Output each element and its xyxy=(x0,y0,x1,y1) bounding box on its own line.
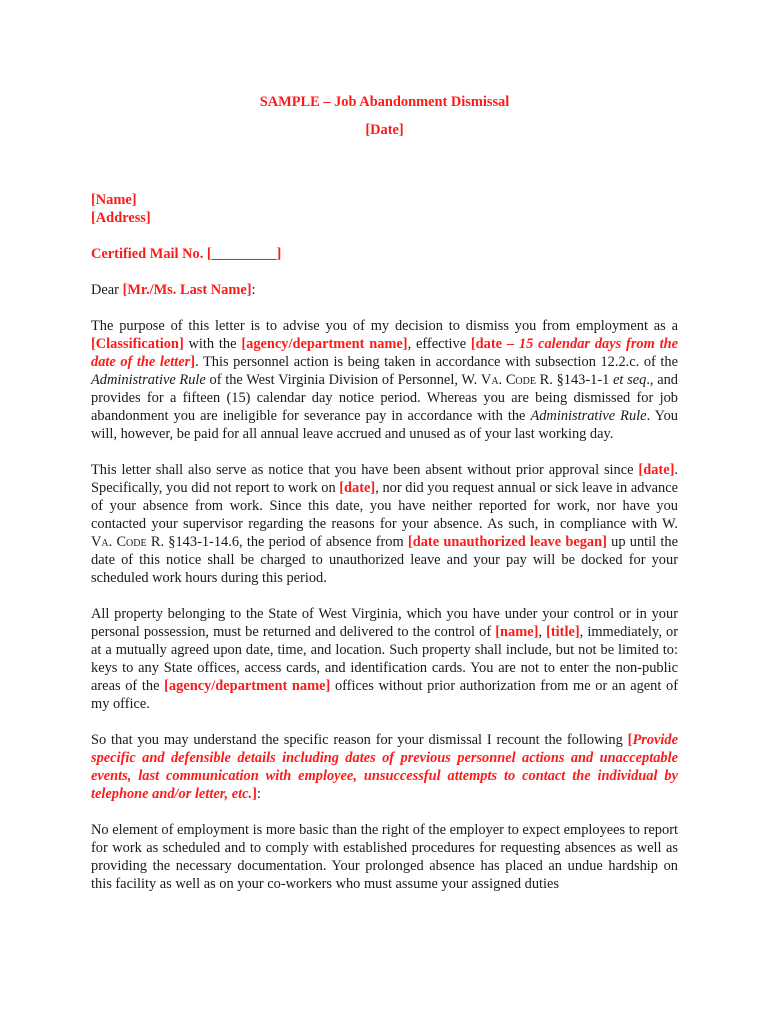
text: So that you may understand the specific reason for your dismissal I recount the following xyxy=(91,732,628,748)
certified-mail-label: Certified Mail No. xyxy=(91,246,207,262)
text: , nor did you request annual or sick leave in advance of your absence from work. Since this date, you have neither reported for work, nor have you contacted your supervisor regarding the reasons for your absence. As such, in compliance with W. xyxy=(91,480,678,532)
text: with the xyxy=(183,336,242,352)
text: . This personnel action is being taken in accordance with subsection 12.2.c. of the xyxy=(195,354,678,370)
text: 15 calendar days from the date of the letter xyxy=(91,336,679,370)
text: ] xyxy=(190,354,196,370)
salutation-suffix: : xyxy=(251,282,256,298)
text: , immediately, or at a mutually agreed upon date, time, and location. Such property shall include, but not be limited to: keys to any State offices, access cards, and identification cards. You are not to enter the non-public areas of the xyxy=(91,624,678,694)
leave-began-date-placeholder: [date unauthorized leave began] xyxy=(407,534,607,550)
document-title: SAMPLE – Job Abandonment Dismissal xyxy=(259,94,510,110)
property-contact-name-placeholder: [name] xyxy=(495,624,539,640)
text: The purpose of this letter is to advise you of my decision to dismiss you from employment as a xyxy=(91,318,678,334)
text: : xyxy=(256,786,261,802)
agency-placeholder: [agency/department name] xyxy=(164,678,331,694)
text: Provide specific and defensible details including dates of previous personnel actions and unacceptable events, last communication with employee, unsuccessful attempts to contact the individual by telephone and/or letter, etc. xyxy=(91,732,678,802)
report-date-placeholder: [date] xyxy=(339,480,376,496)
text: , xyxy=(538,624,547,640)
paragraph-employment-expectations xyxy=(91,821,678,893)
salutation-prefix: Dear xyxy=(91,282,123,298)
text: This letter shall also serve as notice that you have been absent without prior approval since xyxy=(91,462,639,478)
text: . You will, however, be paid for all annual leave accrued and unused as of your last working day. xyxy=(91,408,678,442)
text: , effective xyxy=(407,336,471,352)
text: et seq xyxy=(613,372,647,388)
paragraph-absence-notice xyxy=(91,461,678,587)
recipient-name: [Name] xyxy=(91,192,137,208)
recipient-address: [Address] xyxy=(91,210,151,226)
text: Administrative Rule xyxy=(91,372,206,388)
paragraph-dismissal-purpose xyxy=(91,317,678,443)
paragraph-state-property xyxy=(91,605,678,713)
text: of the West Virginia Division of Personnel, W. xyxy=(205,372,481,388)
text: No element of employment is more basic than the right of the employer to expect employees to report for work as scheduled and to comply with established procedures for requesting absences as well as providing the necessary documentation. Your prolonged absence has placed an undue hardship on this facility as well as on your co-workers who must assume your assigned duties xyxy=(91,822,678,892)
certified-mail-number: [_________] xyxy=(206,246,282,262)
text: [ xyxy=(627,732,633,748)
text: [date – xyxy=(470,336,519,352)
salutation xyxy=(91,281,678,299)
classification-placeholder: [Classification] xyxy=(91,336,184,352)
text: R. §143-1-14.6, the period of absence from xyxy=(146,534,408,550)
text: R. §143-1-1 xyxy=(535,372,614,388)
text: up until the date of this notice shall be charged to unauthorized leave and your pay will be docked for your scheduled work hours during this period. xyxy=(91,534,678,586)
property-contact-title-placeholder: [title] xyxy=(546,624,580,640)
recipient-block xyxy=(91,191,678,227)
salutation-name: [Mr./Ms. Last Name] xyxy=(122,282,252,298)
text: ] xyxy=(252,786,257,802)
absence-date-placeholder: [date] xyxy=(638,462,675,478)
text: Va. Code xyxy=(480,372,536,388)
text: . Specifically, you did not report to work on xyxy=(91,462,678,496)
text: All property belonging to the State of West Virginia, which you have under your control or in your personal possession, must be returned and delivered to the control of xyxy=(91,606,678,640)
text: offices without prior authorization from me or an agent of my office. xyxy=(91,678,679,712)
text: Va. Code xyxy=(91,534,147,550)
certified-mail-line xyxy=(91,245,678,263)
date-placeholder: [Date] xyxy=(365,122,404,138)
text: Administrative Rule xyxy=(530,408,647,424)
text: ., and provides for a fifteen (15) calendar day notice period. Whereas you are being dismissed for job abandonment you are ineligible for severance pay in accordance with the xyxy=(91,372,679,424)
agency-placeholder: [agency/department name] xyxy=(241,336,408,352)
paragraph-dismissal-reason xyxy=(91,731,678,803)
